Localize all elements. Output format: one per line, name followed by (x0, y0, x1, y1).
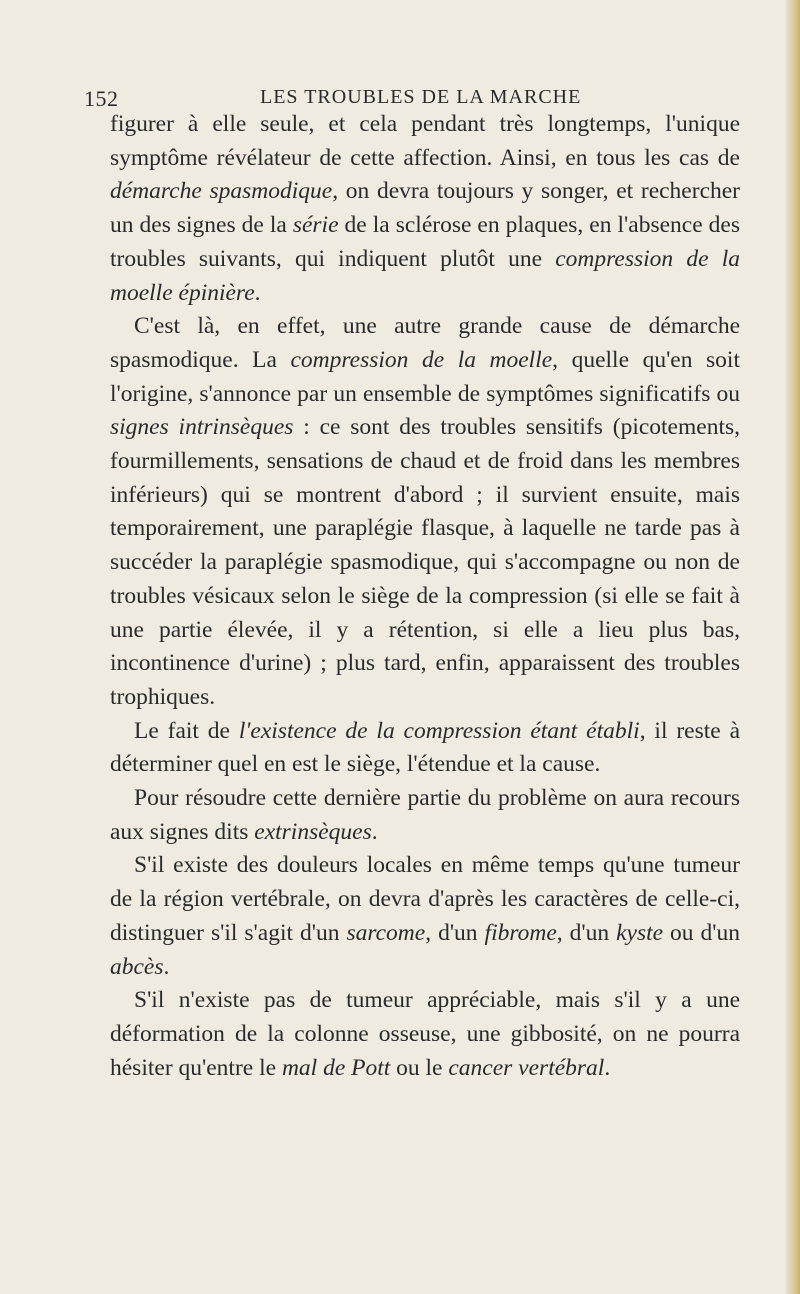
paragraph-4 (110, 782, 740, 849)
text-segment: , d'un (556, 919, 617, 946)
body-text (110, 108, 740, 1085)
italic-term: abcès (110, 953, 164, 980)
italic-term: série (292, 212, 339, 239)
italic-term: compression de la moelle (290, 346, 553, 373)
text-segment: , d'un (425, 919, 485, 946)
paragraph-1 (110, 108, 740, 310)
text-segment: . (371, 818, 378, 845)
text-segment: S'il existe des douleurs locales en même temps qu'une tumeur de la région vertébrale, on devra d'après les caractères de celle-ci, distinguer s'il s'agit d'un (110, 852, 740, 946)
paragraph-2 (110, 310, 740, 714)
italic-term: fibrome (484, 919, 557, 946)
paragraph-6 (110, 984, 740, 1085)
text-segment: . (254, 279, 261, 306)
text-segment: , il reste à déterminer quel en est le siège, l'étendue et la cause. (110, 717, 740, 778)
paragraph-5 (110, 849, 740, 984)
text-segment: C'est là, en effet, une autre grande cause de démarche spasmodique. La (110, 313, 740, 373)
running-title: LES TROUBLES DE LA MARCHE (260, 86, 582, 108)
text-segment: . (604, 1054, 611, 1081)
text-segment: : ce sont des troubles sensitifs (picotements, fourmillements, sensations de chaud et de froid dans les membres inférieurs) qui se montrent d'abord ; il survient ensuite, mais temporairement, une paraplégie flasque, à laquelle ne tarde pas à succéder la paraplégie spasmodique, qui s'accompagne ou non de troubles vésicaux selon le siège de la compression (si elle se fait à une partie élevée, il y a rétention, si elle a lieu plus bas, incontinence d'urine) ; plus tard, enfin, apparaissent des troubles trophiques. (110, 414, 740, 710)
italic-term: mal de Pott (281, 1054, 391, 1081)
text-segment: . (163, 953, 170, 980)
text-segment: de la sclérose en plaques, en l'absence des troubles suivants, qui indiquent plutôt une (110, 212, 740, 272)
text-segment: , quelle qu'en soit l'origine, s'annonce par un ensemble de symptômes significatifs ou (110, 346, 740, 407)
text-segment: S'il n'existe pas de tumeur appréciable, mais s'il y a une déformation de la colonne osseuse, une gibbosité, on ne pourra hésiter qu'entre le (110, 987, 740, 1081)
text-segment: Pour résoudre cette dernière partie du problème on aura recours aux signes dits (110, 785, 740, 845)
italic-term: compression de la moelle épinière (110, 245, 740, 306)
text-segment: Le fait de (134, 717, 239, 744)
italic-term: extrinsèques (254, 818, 372, 845)
italic-term: cancer vertébral (448, 1054, 605, 1081)
text-segment: , on devra toujours y songer, et rechercher un des signes de la (110, 178, 741, 239)
italic-term: signes intrinsèques (110, 414, 294, 441)
text-segment: ou d'un (663, 919, 741, 946)
italic-term: l'existence de la compression étant établi (238, 717, 640, 744)
text-segment: figurer à elle seule, et cela pendant très longtemps, l'unique symptôme révélateur de cette affection. Ainsi, en tous les cas de (110, 111, 740, 171)
italic-term: démarche spasmodique (110, 178, 333, 205)
page-edge-shadow (786, 0, 800, 1294)
italic-term: kyste (616, 919, 664, 946)
page-number: 152 (84, 86, 119, 111)
text-segment: ou le (390, 1054, 449, 1081)
italic-term: sarcome (346, 919, 426, 946)
paragraph-3 (110, 715, 740, 782)
